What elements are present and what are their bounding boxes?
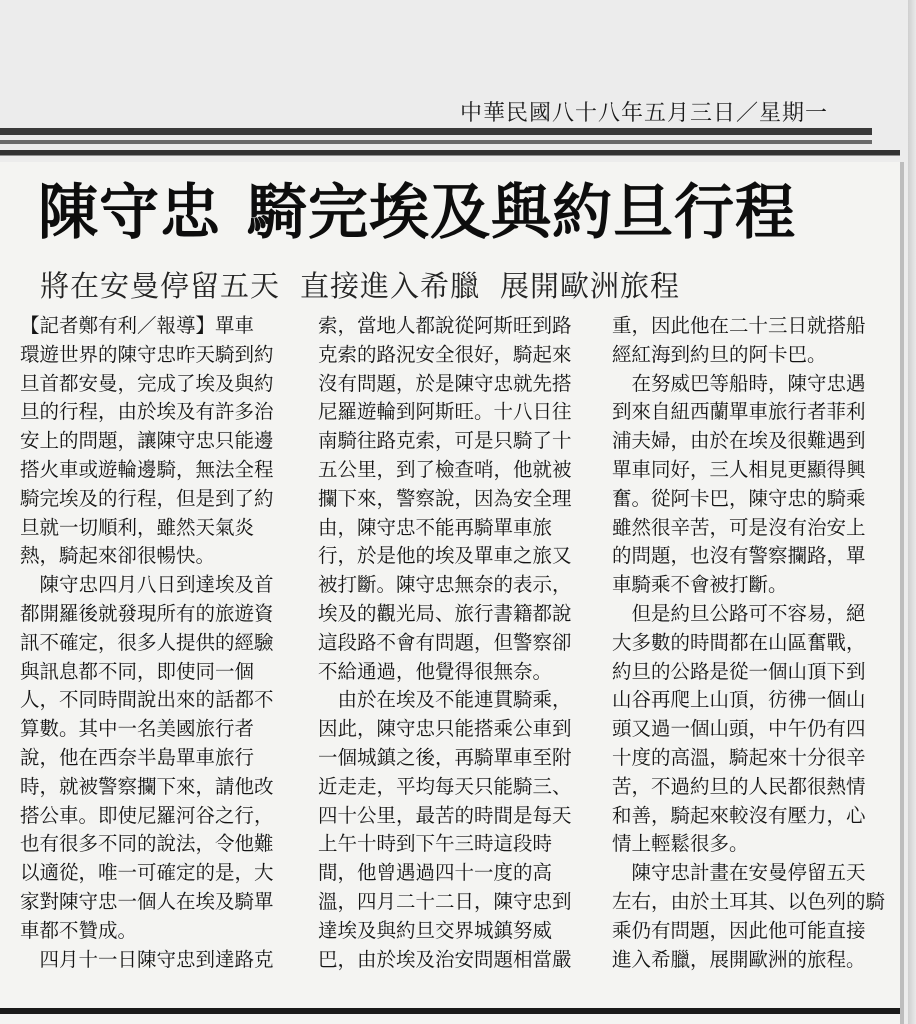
article-line: 被打斷。陳守忠無奈的表示， [318,573,572,597]
subhead-part-2: 直接進入希臘 [300,269,481,303]
article-line: 近走走，平均每天只能騎三、 [318,774,572,798]
subheadline [40,268,860,304]
article-line: 南騎往路克索，可是只騎了十 [318,429,572,453]
article-line: 和善，騎起來較沒有壓力，心 [612,803,866,827]
article-column-3 [612,312,888,974]
article-line: 達埃及與約旦交界城鎮努威 [318,918,553,942]
headline-part-1: 陳守忠 [38,178,221,248]
article-line: 車都不贊成。 [20,918,138,942]
article-line: 環遊世界的陳守忠昨天騎到約 [20,342,274,366]
article-line: 旦就一切順利，雖然天氣炎 [20,515,255,539]
article-line: 雖然很辛苦，可是沒有治安上 [612,515,866,539]
article-line: 進入希臘，展開歐洲的旅程。 [612,947,866,971]
article-line: 搭公車。即使尼羅河谷之行， [20,803,274,827]
article-line: 不給通過，他覺得很無奈。 [318,659,553,683]
article-line: 熱，騎起來卻很暢快。 [20,544,216,568]
masthead-rule-thin [0,140,872,144]
article-line: 但是約旦公路可不容易，絕 [612,601,866,625]
article-line: 大多數的時間都在山區奮戰， [612,630,866,654]
article-line: 尼羅遊輪到阿斯旺。十八日往 [318,400,572,424]
article-line: 四月十一日陳守忠到達路克 [20,947,274,971]
article-line: 到來自紐西蘭單車旅行者菲利 [612,400,866,424]
article-line: 也有很多不同的說法，令他難 [20,832,274,856]
article-line: 算數。其中一名美國旅行者 [20,717,255,741]
article-line: 重，因此他在二十三日就搭船 [612,314,866,337]
article-line: 浦夫婦，由於在埃及很難遇到 [612,429,866,453]
article-line: 都開羅後就發現所有的旅遊資 [20,601,274,625]
article-line: 說，他在西奈半島單車旅行 [20,745,255,769]
article-line: 奮。從阿卡巴，陳守忠的騎乘 [612,486,866,510]
article-line: 安上的問題，讓陳守忠只能邊 [20,429,274,453]
article-line: 頭又過一個山頭，中午仍有四 [612,717,866,741]
headline [38,178,858,248]
date-line: 中華民國八十八年五月三日／星期一 [460,101,829,126]
article-line: 沒有問題，於是陳守忠就先搭 [318,371,572,395]
article-line: 的問題，也沒有警察攔路，單 [612,544,866,568]
article-line: 巴，由於埃及治安問題相當嚴 [318,947,572,971]
masthead-rule [0,128,872,135]
article-line: 一個城鎮之後，再騎單車至附 [318,745,572,769]
article-line: 由於在埃及不能連貫騎乘， [318,688,572,712]
article-line: 山谷再爬上山頂，彷彿一個山 [612,688,866,712]
article-line: 四十公里，最苦的時間是每天 [318,803,572,827]
article-column-2 [318,312,594,974]
article-line: 單車同好，三人相見更顯得興 [612,457,866,481]
article-line: 這段路不會有問題，但警察卻 [318,630,572,654]
article-line: 人，不同時間說出來的話都不 [20,688,274,712]
article-line: 行，於是他的埃及單車之旅又 [318,544,572,568]
article-line: 溫，四月二十二日，陳守忠到 [318,889,572,913]
article-line: 與訊息都不同，即使同一個 [20,659,255,683]
page-edge [908,0,916,1024]
article-line: 訊不確定，很多人提供的經驗 [20,630,274,654]
bottom-rule [0,1008,900,1014]
article-line: 時，就被警察攔下來，請他改 [20,774,274,798]
article-line: 以適從，唯一可確定的是，大 [20,861,274,885]
article-line: 陳守忠四月八日到達埃及首 [20,573,274,597]
article-line: 車騎乘不會被打斷。 [612,573,788,597]
article-line: 經紅海到約旦的阿卡巴。 [612,342,827,366]
article-column-1 [20,312,296,974]
article-line: 上午十時到下午三時這段時 [318,832,553,856]
article-line: 左右，由於土耳其、以色列的騎 [612,889,886,913]
article-line: 索，當地人都說從阿斯旺到路 [318,314,572,337]
article-line: 十度的高溫，騎起來十分很辛 [612,745,866,769]
article-line: 騎完埃及的行程，但是到了約 [20,486,274,510]
article-line: 因此，陳守忠只能搭乘公車到 [318,717,572,741]
article-line: 約旦的公路是從一個山頂下到 [612,659,866,683]
article-line: 陳守忠計畫在安曼停留五天 [612,861,866,885]
article-line: 埃及的觀光局、旅行書籍都說 [318,601,572,625]
article-line: 攔下來，警察說，因為安全理 [318,486,572,510]
article-line: 由，陳守忠不能再騎單車旅 [318,515,553,539]
article-line: 克索的路況安全很好，騎起來 [318,342,572,366]
article-line: 乘仍有問題，因此他可能直接 [612,918,866,942]
article-line: 間，他曾遇過四十一度的高 [318,861,553,885]
article-line: 搭火車或遊輪邊騎，無法全程 [20,457,274,481]
article-line: 旦首都安曼，完成了埃及與約 [20,371,274,395]
subhead-part-3: 展開歐洲旅程 [500,269,681,303]
article-line: 苦，不過約旦的人民都很熱情 [612,774,866,798]
subhead-part-1: 將在安曼停留五天 [40,269,281,303]
headline-part-2: 騎完埃及與約旦行程 [247,178,796,248]
article-line: 旦的行程，由於埃及有許多治 [20,400,274,424]
article-line: 五公里，到了檢查哨，他就被 [318,457,572,481]
article-line: 家對陳守忠一個人在埃及騎單 [20,889,274,913]
article-line: 情上輕鬆很多。 [612,832,749,856]
article-line: 【記者鄭有利／報導】單車 [20,314,255,337]
article-line: 在努威巴等船時，陳守忠遇 [612,371,866,395]
